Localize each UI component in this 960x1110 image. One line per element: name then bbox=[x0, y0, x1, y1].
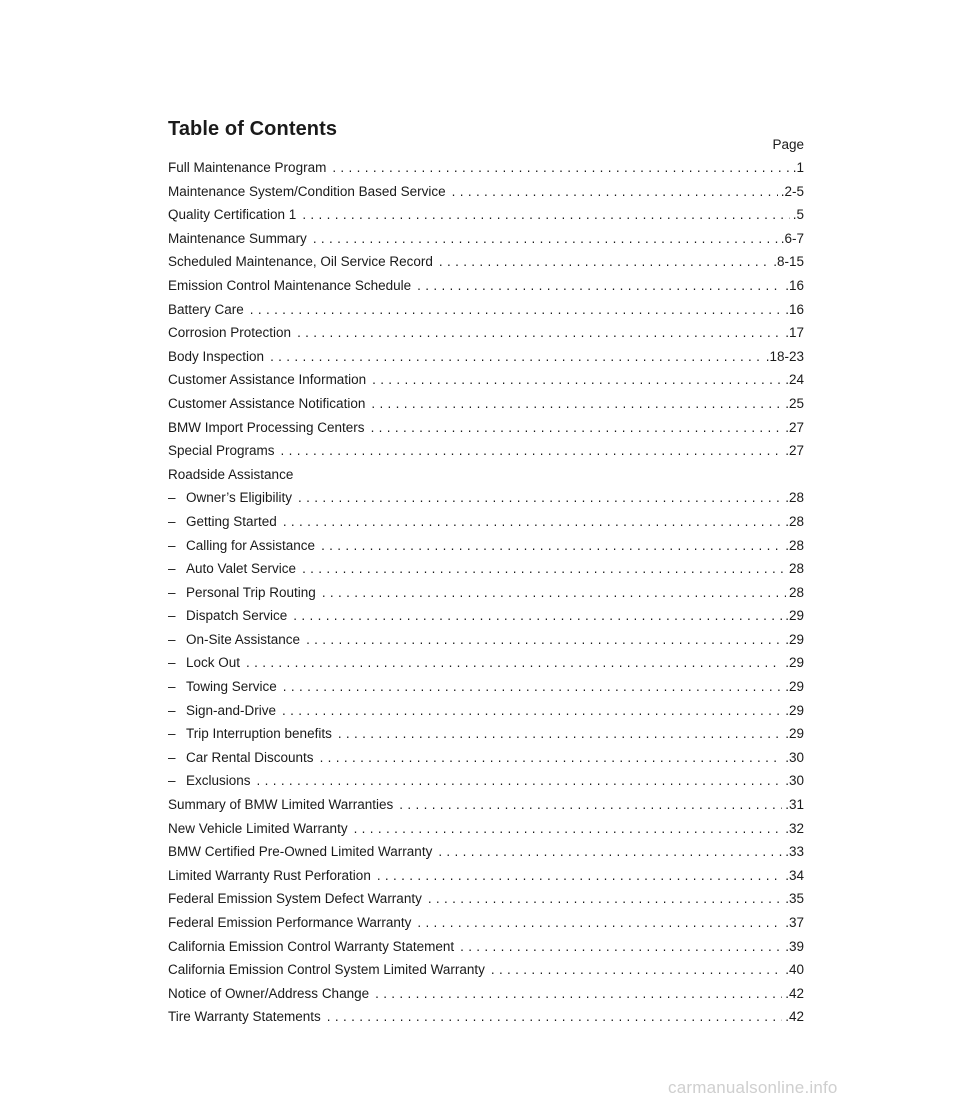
toc-entry[interactable] bbox=[168, 250, 804, 274]
toc-entry-label: – Dispatch Service bbox=[168, 604, 287, 628]
toc-entry-label: Body Inspection bbox=[168, 348, 265, 364]
toc-entry[interactable] bbox=[168, 345, 804, 369]
toc-entry[interactable] bbox=[168, 156, 804, 180]
toc-entry[interactable] bbox=[168, 911, 804, 935]
toc-entry-label: – Getting Started bbox=[168, 510, 277, 534]
toc-entry-label: Federal Emission Performance Warranty bbox=[168, 915, 412, 930]
toc-entry[interactable] bbox=[168, 935, 804, 959]
toc-dot-leader bbox=[283, 675, 782, 699]
toc-dot-leader bbox=[322, 581, 786, 605]
toc-entry-page: .16 bbox=[785, 277, 804, 293]
toc-entry-label: Scheduled Maintenance, Oil Service Record bbox=[168, 254, 433, 270]
toc-page bbox=[168, 114, 804, 1029]
toc-sub-entry[interactable] bbox=[168, 510, 804, 534]
toc-entry-label: New Vehicle Limited Warranty bbox=[168, 820, 348, 836]
toc-dot-leader bbox=[371, 392, 782, 416]
toc-dot-leader bbox=[354, 817, 783, 841]
toc-entry-label: Quality Certification 1 bbox=[168, 207, 297, 223]
toc-entry-page: .8-15 bbox=[773, 254, 804, 270]
toc-entry-label: – On-Site Assistance bbox=[168, 628, 300, 652]
toc-dot-leader bbox=[321, 534, 782, 558]
toc-entry-page: .35 bbox=[785, 891, 804, 907]
toc-entry-page: .29 bbox=[785, 702, 804, 718]
toc-entry-page: .34 bbox=[785, 867, 804, 883]
toc-dot-leader bbox=[246, 651, 782, 675]
toc-dot-leader bbox=[399, 793, 782, 817]
toc-entry-page: .1 bbox=[792, 160, 804, 175]
toc-entry-label: BMW Import Processing Centers bbox=[168, 419, 365, 435]
toc-dot-leader bbox=[250, 298, 782, 322]
toc-entry-page: .40 bbox=[785, 962, 804, 978]
toc-entry-page: .16 bbox=[785, 301, 804, 317]
toc-entry[interactable] bbox=[168, 180, 804, 204]
toc-sub-entry[interactable] bbox=[168, 722, 804, 746]
toc-entry-page: .29 bbox=[785, 608, 804, 624]
toc-dot-leader bbox=[281, 439, 783, 463]
toc-entry-label: – Car Rental Discounts bbox=[168, 746, 314, 770]
toc-entry-page: .28 bbox=[785, 513, 804, 529]
toc-entry[interactable] bbox=[168, 227, 804, 251]
toc-entry-page: .24 bbox=[785, 372, 804, 388]
toc-dot-leader bbox=[270, 345, 763, 369]
toc-entry-label: California Emission Control System Limited Warranty bbox=[168, 962, 485, 978]
toc-dot-leader bbox=[297, 321, 782, 345]
toc-entry-label: BMW Certified Pre-Owned Limited Warranty bbox=[168, 844, 433, 860]
toc-entry-label: Federal Emission System Defect Warranty bbox=[168, 891, 422, 907]
toc-entry[interactable] bbox=[168, 982, 804, 1006]
toc-dot-leader bbox=[313, 227, 778, 251]
toc-section-heading[interactable] bbox=[168, 463, 804, 487]
toc-entry[interactable] bbox=[168, 793, 804, 817]
toc-entry[interactable] bbox=[168, 817, 804, 841]
toc-dot-leader bbox=[439, 250, 770, 274]
toc-dot-leader bbox=[283, 510, 782, 534]
toc-entry-label: Corrosion Protection bbox=[168, 325, 292, 341]
toc-entry-page: .28 bbox=[785, 490, 804, 506]
toc-entry-label: – Personal Trip Routing bbox=[168, 581, 316, 605]
toc-dot-leader bbox=[306, 628, 782, 652]
page-title: Table of Contents bbox=[168, 118, 338, 140]
toc-entry-page: 28 bbox=[788, 561, 804, 577]
toc-dot-leader bbox=[452, 180, 778, 204]
toc-sub-entry[interactable] bbox=[168, 699, 804, 723]
toc-entry[interactable] bbox=[168, 439, 804, 463]
toc-entry-page: .33 bbox=[785, 844, 804, 860]
toc-dot-leader bbox=[460, 935, 782, 959]
toc-entry-page: .29 bbox=[785, 679, 804, 695]
toc-dot-leader bbox=[302, 203, 789, 227]
toc-entry-page: .25 bbox=[785, 395, 804, 411]
toc-entry-label: Customer Assistance Notification bbox=[168, 395, 366, 411]
toc-entry-page: .5 bbox=[792, 207, 804, 223]
toc-entry-label: – Owner’s Eligibility bbox=[168, 486, 292, 510]
toc-entry-page: .30 bbox=[785, 749, 804, 765]
toc-entry-page: .42 bbox=[785, 1009, 804, 1025]
toc-entry-label: Maintenance System/Condition Based Service bbox=[168, 183, 446, 199]
toc-dot-leader bbox=[372, 368, 782, 392]
toc-entry-label: – Calling for Assistance bbox=[168, 534, 315, 558]
toc-entry[interactable] bbox=[168, 840, 804, 864]
page-column-label: Page bbox=[772, 137, 804, 152]
toc-entry-label: Emission Control Maintenance Schedule bbox=[168, 277, 412, 293]
toc-dot-leader bbox=[375, 982, 782, 1006]
toc-dot-leader bbox=[417, 911, 782, 935]
toc-entry[interactable] bbox=[168, 203, 804, 227]
toc-dot-leader bbox=[338, 722, 782, 746]
toc-dot-leader bbox=[332, 156, 789, 180]
toc-sub-entry[interactable] bbox=[168, 486, 804, 510]
toc-entry-page: .27 bbox=[785, 419, 804, 435]
toc-sub-entry[interactable] bbox=[168, 651, 804, 675]
toc-dot-leader bbox=[282, 699, 782, 723]
toc-entry[interactable] bbox=[168, 321, 804, 345]
toc-entry-label: Special Programs bbox=[168, 443, 275, 459]
toc-entry-label: California Emission Control Warranty Statement bbox=[168, 938, 455, 954]
toc-dot-leader bbox=[257, 769, 783, 793]
toc-entry[interactable] bbox=[168, 416, 804, 440]
toc-entry-page: .42 bbox=[785, 985, 804, 1001]
toc-entry-page: 28 bbox=[788, 584, 804, 600]
toc-entry-label: Maintenance Summary bbox=[168, 230, 307, 246]
toc-dot-leader bbox=[302, 557, 786, 581]
toc-entry-label: Full Maintenance Program bbox=[168, 160, 327, 175]
toc-entry-page: .18-23 bbox=[765, 348, 804, 364]
toc-entry-label: Notice of Owner/Address Change bbox=[168, 985, 370, 1001]
toc-entry-page: .29 bbox=[785, 631, 804, 647]
toc-sub-entry[interactable] bbox=[168, 769, 804, 793]
toc-dot-leader bbox=[320, 746, 783, 770]
toc-sub-entry[interactable] bbox=[168, 581, 804, 605]
toc-entry-label: Limited Warranty Rust Perforation bbox=[168, 867, 371, 883]
toc-dot-leader bbox=[293, 604, 782, 628]
toc-dot-leader bbox=[428, 887, 782, 911]
toc-sub-entry[interactable] bbox=[168, 604, 804, 628]
toc-dot-leader bbox=[438, 840, 782, 864]
toc-sub-entry[interactable] bbox=[168, 557, 804, 581]
toc-sub-entry[interactable] bbox=[168, 534, 804, 558]
toc-entry[interactable] bbox=[168, 298, 804, 322]
toc-entry-page: .30 bbox=[785, 773, 804, 789]
toc-dot-leader bbox=[327, 1005, 782, 1029]
toc-entry-label: Summary of BMW Limited Warranties bbox=[168, 797, 394, 813]
toc-entry-label: – Exclusions bbox=[168, 769, 251, 793]
toc-entry[interactable] bbox=[168, 368, 804, 392]
toc-entry[interactable] bbox=[168, 274, 804, 298]
toc-entry-page: .6-7 bbox=[780, 230, 804, 246]
toc-entry-page: .39 bbox=[785, 938, 804, 954]
toc-dot-leader bbox=[417, 274, 782, 298]
toc-entry-page: .2-5 bbox=[780, 183, 804, 199]
toc-entry-page: .29 bbox=[785, 726, 804, 742]
toc-entry-label: Tire Warranty Statements bbox=[168, 1009, 321, 1025]
toc-dot-leader bbox=[377, 864, 782, 888]
toc-entry-label: – Sign-and-Drive bbox=[168, 699, 276, 723]
toc-entry-label: Battery Care bbox=[168, 301, 244, 317]
toc-entry[interactable] bbox=[168, 392, 804, 416]
toc-entry-label: – Towing Service bbox=[168, 675, 277, 699]
toc-entry[interactable] bbox=[168, 864, 804, 888]
toc-list bbox=[168, 156, 804, 1029]
toc-entry-label: Roadside Assistance bbox=[168, 466, 294, 482]
toc-entry[interactable] bbox=[168, 1005, 804, 1029]
toc-entry-page: .31 bbox=[785, 797, 804, 813]
watermark-text: carmanualsonline.info bbox=[668, 1078, 838, 1097]
toc-entry-label: Customer Assistance Information bbox=[168, 372, 367, 388]
toc-sub-entry[interactable] bbox=[168, 675, 804, 699]
toc-entry-label: – Trip Interruption benefits bbox=[168, 722, 332, 746]
toc-entry-page: .27 bbox=[785, 443, 804, 459]
toc-entry[interactable] bbox=[168, 887, 804, 911]
toc-entry[interactable] bbox=[168, 958, 804, 982]
toc-dot-leader bbox=[298, 486, 782, 510]
toc-dot-leader bbox=[371, 416, 783, 440]
toc-entry-page: .28 bbox=[785, 537, 804, 553]
toc-sub-entry[interactable] bbox=[168, 746, 804, 770]
toc-entry-page: .29 bbox=[785, 655, 804, 671]
toc-entry-page: .17 bbox=[785, 325, 804, 341]
toc-entry-label: – Lock Out bbox=[168, 651, 240, 675]
toc-entry-page: .37 bbox=[785, 915, 804, 930]
toc-entry-page: .32 bbox=[785, 820, 804, 836]
toc-entry-label: – Auto Valet Service bbox=[168, 557, 296, 581]
toc-dot-leader bbox=[491, 958, 782, 982]
toc-sub-entry[interactable] bbox=[168, 628, 804, 652]
